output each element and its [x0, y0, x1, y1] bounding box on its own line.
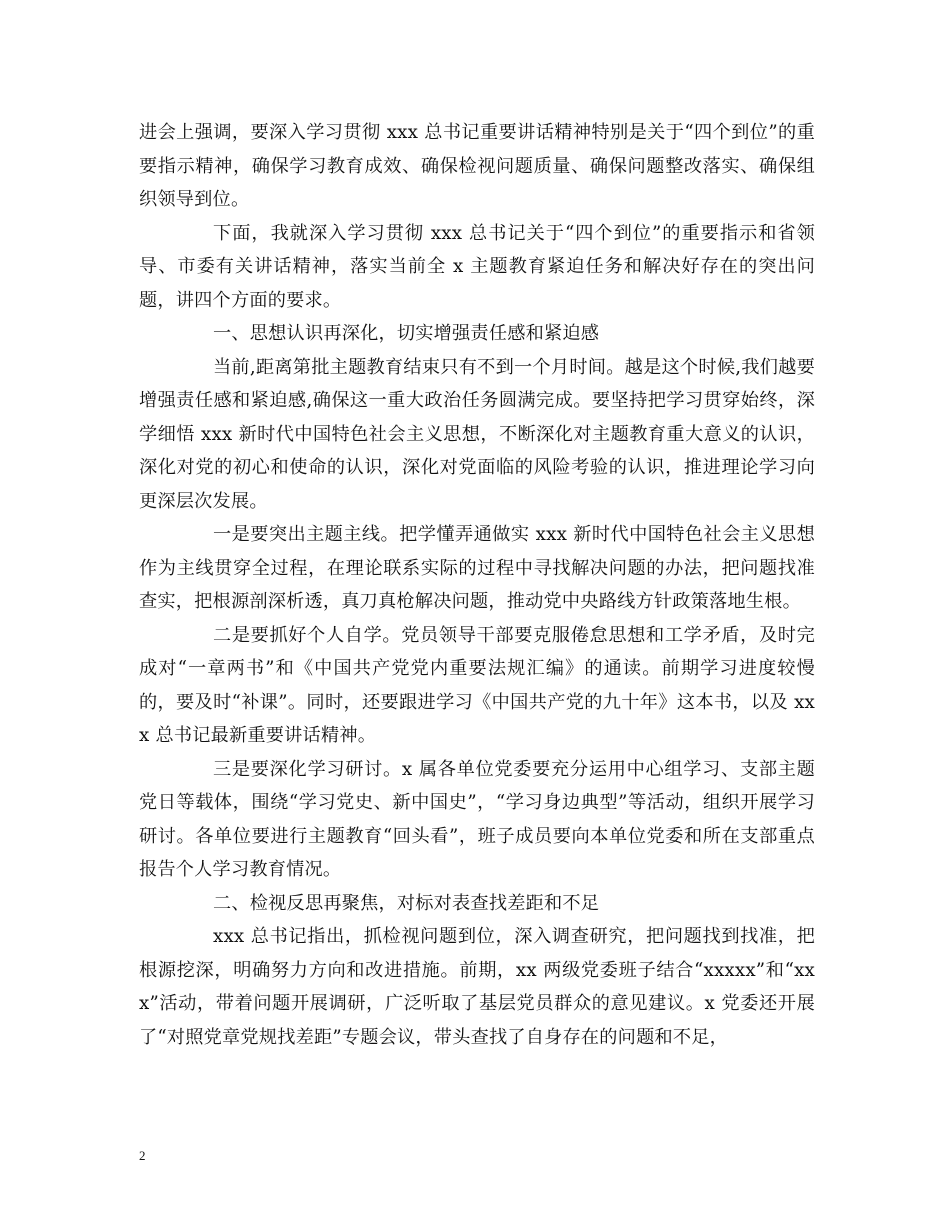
- paragraph-5: 二是要抓好个人自学。党员领导干部要克服倦怠思想和工学矛盾，及时完成对“一章两书”和《中国共产党党内重要法规汇编》的通读。前期学习进度较慢的，要及时“补课”。同时，还要跟进学习《中国共产党的九十年》这本书，以及 xxx 总书记最新重要讲话精神。: [139, 624, 815, 746]
- page-number: 2: [139, 1148, 146, 1163]
- document-body: [139, 116, 815, 1054]
- section-heading-1: 一、思想认识再深化，切实增强责任感和紧迫感: [213, 323, 600, 344]
- section-heading-2: 二、检视反思再聚焦，对标对表查找差距和不足: [213, 892, 600, 914]
- paragraph-6: 三是要深化学习研讨。x 属各单位党委要充分运用中心组学习、支部主题党日等载体，围绕“学习党史、新中国史”，“学习身边典型”等活动，组织开展学习研讨。各单位要进行主题教育“回头看”，班子成员要向本单位党委和所在支部重点报告个人学习教育情况。: [139, 758, 815, 880]
- paragraph-3: 当前,距离第批主题教育结束只有不到一个月时间。越是这个时候,我们越要增强责任感和紧迫感,确保这一重大政治任务圆满完成。要坚持把学习贯穿始终，深学细悟 xxx 新时代中国特色社会主义思想，不断深化对主题教育重大意义的认识，深化对党的初心和使命的认识，深化对党面临的风险考验的认识，推进理论学习向更深层次发展。: [139, 356, 815, 512]
- paragraph-1: 进会上强调，要深入学习贯彻 xxx 总书记重要讲话精神特别是关于“四个到位”的重要指示精神，确保学习教育成效、确保检视问题质量、确保问题整改落实、确保组织领导到位。: [139, 122, 815, 210]
- paragraph-7: xxx 总书记指出，抓检视问题到位，深入调查研究，把问题找到找准，把根源挖深，明确努力方向和改进措施。前期，xx 两级党委班子结合“xxxxx”和“xxx”活动，带着问题开展调研，广泛听取了基层党员群众的意见建议。x 党委还开展了“对照党章党规找差距”专题会议，带头查找了自身存在的问题和不足，: [139, 926, 815, 1048]
- paragraph-2: 下面，我就深入学习贯彻 xxx 总书记关于“四个到位”的重要指示和省领导、市委有关讲话精神，落实当前全 x 主题教育紧迫任务和解决好存在的突出问题，讲四个方面的要求。: [139, 222, 815, 311]
- paragraph-4: 一是要突出主题主线。把学懂弄通做实 xxx 新时代中国特色社会主义思想作为主线贯穿全过程，在理论联系实际的过程中寻找解决问题的办法，把问题找准查实，把根源剖深析透，真刀真枪解决问题，推动党中央路线方针政策落地生根。: [139, 524, 815, 612]
